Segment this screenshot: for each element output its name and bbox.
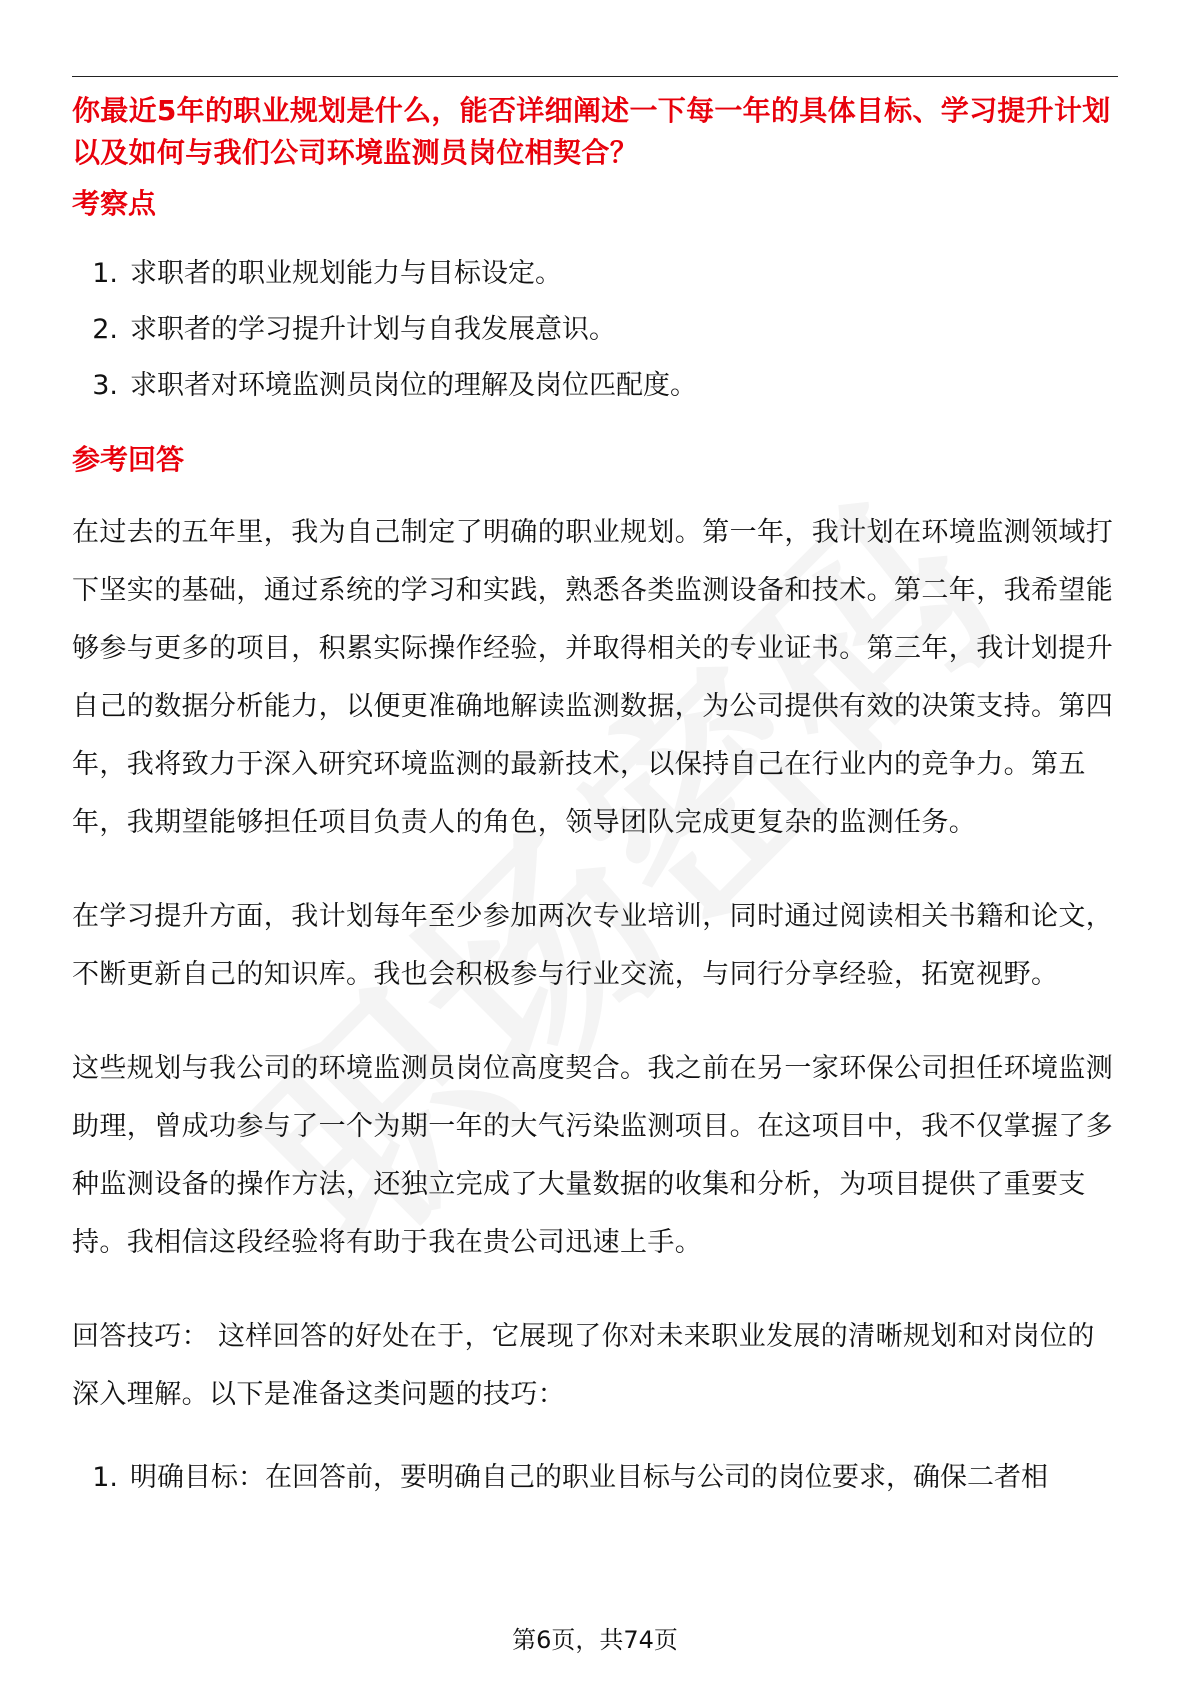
list-item-number: 3. <box>92 370 118 401</box>
answer-paragraph: 这些规划与我公司的环境监测员岗位高度契合。我之前在另一家环保公司担任环境监测助理，曾成功参与了一个为期一年的大气污染监测项目。在这项目中，我不仅掌握了多种监测设备的操作方法，还独立完成了大量数据的收集和分析，为项目提供了重要支持。我相信这段经验将有助于我在贵公司迅速上手。 <box>72 1053 1114 1258</box>
section-heading-cankao: 参考回答 <box>72 443 185 476</box>
list-item-text: 明确目标：在回答前，要明确自己的职业目标与公司的岗位要求，确保二者相 <box>130 1462 1048 1493</box>
list-item-text: 求职者对环境监测员岗位的理解及岗位匹配度。 <box>130 370 697 401</box>
answer-paragraph: 在学习提升方面，我计划每年至少参加两次专业培训，同时通过阅读相关书籍和论文，不断更新自己的知识库。我也会积极参与行业交流，与同行分享经验，拓宽视野。 <box>72 901 1114 990</box>
kaocha-list <box>72 246 1118 414</box>
list-item <box>72 246 1118 302</box>
list-item-number: 2. <box>92 314 118 345</box>
list-item-text: 求职者的职业规划能力与目标设定。 <box>130 258 562 289</box>
tips-intro-paragraph: 回答技巧： 这样回答的好处在于，它展现了你对未来职业发展的清晰规划和对岗位的深入理解。以下是准备这类问题的技巧： <box>72 1321 1095 1410</box>
list-item-number: 1. <box>92 258 118 289</box>
list-item <box>72 1450 1118 1506</box>
question-title: 你最近5年的职业规划是什么，能否详细阐述一下每一年的具体目标、学习提升计划以及如何与我们公司环境监测员岗位相契合？ <box>72 94 1111 169</box>
list-item-number: 1. <box>92 1462 118 1493</box>
page-footer: 第6页，共74页 <box>512 1626 678 1654</box>
list-item-text: 求职者的学习提升计划与自我发展意识。 <box>130 314 616 345</box>
top-rule <box>72 76 1118 77</box>
list-item <box>72 302 1118 358</box>
list-item <box>72 358 1118 414</box>
document-body <box>72 90 1118 1506</box>
section-heading-kaocha: 考察点 <box>72 187 157 220</box>
tips-list <box>72 1450 1118 1506</box>
answer-paragraph: 在过去的五年里，我为自己制定了明确的职业规划。第一年，我计划在环境监测领域打下坚实的基础，通过系统的学习和实践，熟悉各类监测设备和技术。第二年，我希望能够参与更多的项目，积累实际操作经验，并取得相关的专业证书。第三年，我计划提升自己的数据分析能力，以便更准确地解读监测数据，为公司提供有效的决策支持。第四年，我将致力于深入研究环境监测的最新技术，以保持自己在行业内的竞争力。第五年，我期望能够担任项目负责人的角色，领导团队完成更复杂的监测任务。 <box>72 517 1114 838</box>
